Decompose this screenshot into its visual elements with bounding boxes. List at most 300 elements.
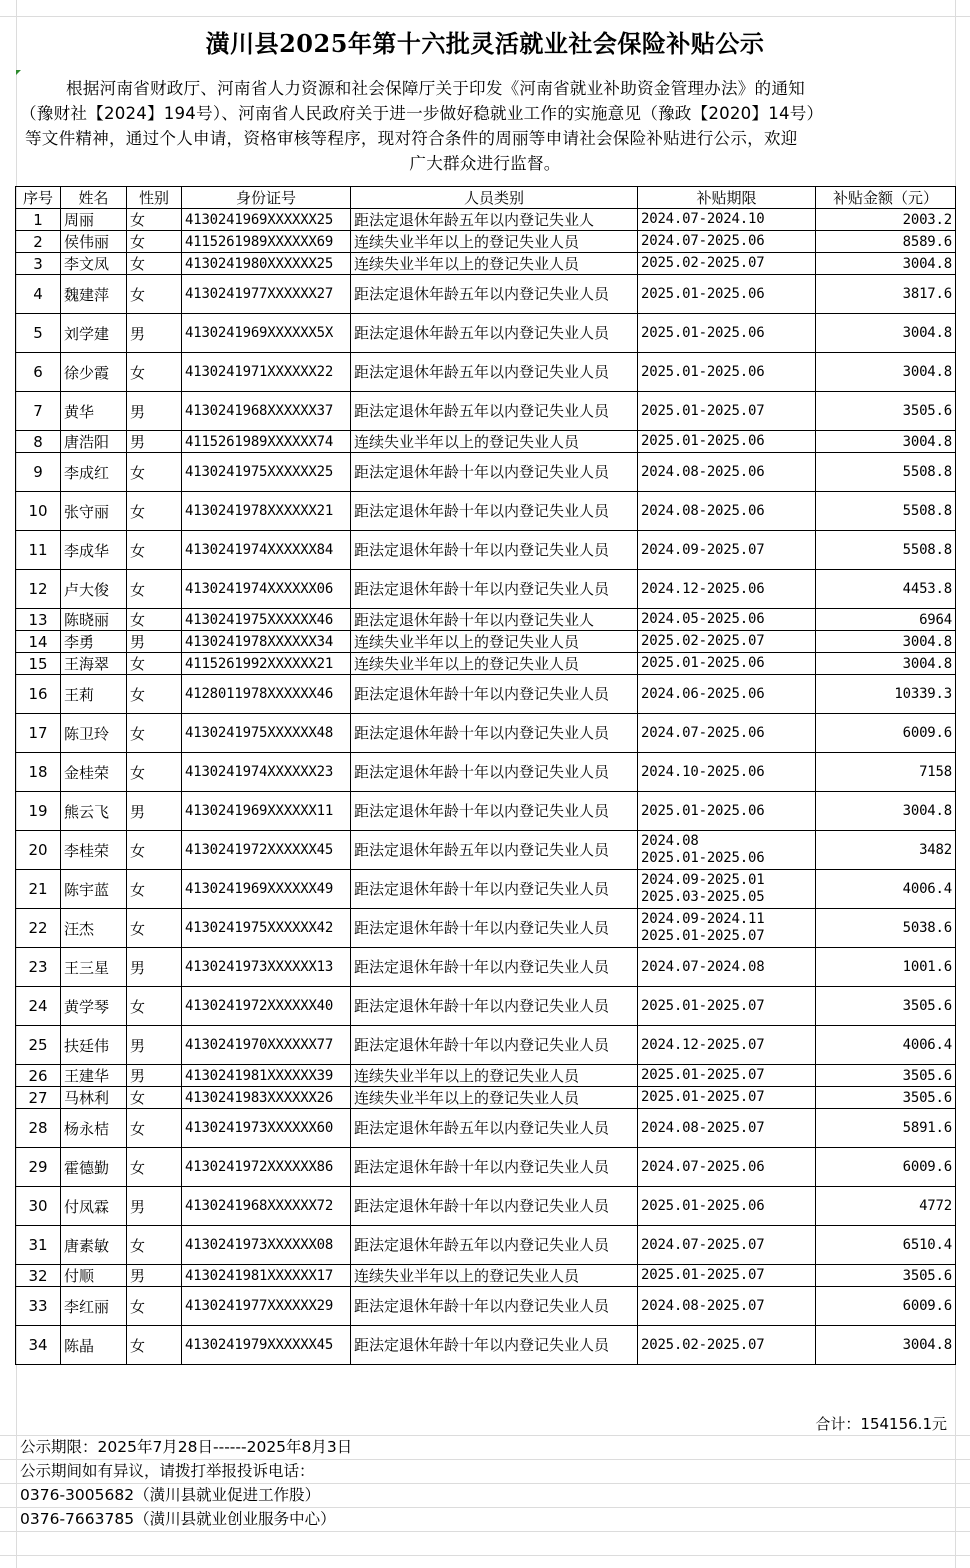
cell-name: 陈晓丽: [61, 609, 127, 631]
table-row: [16, 392, 956, 431]
cell-no: 13: [16, 609, 61, 631]
cell-id-number: 4130241972XXXXXX40: [182, 987, 351, 1026]
table-row: [16, 1326, 956, 1365]
cell-name: 霍德勤: [61, 1148, 127, 1187]
period-line: 2024.07-2024.10: [641, 211, 765, 227]
cell-id-number: 4130241968XXXXXX72: [182, 1187, 351, 1226]
cell-category: 距法定退休年龄十年以内登记失业人员: [351, 870, 638, 909]
cell-category: 距法定退休年龄十年以内登记失业人员: [351, 570, 638, 609]
cell-no: 10: [16, 492, 61, 531]
cell-category: 距法定退休年龄十年以内登记失业人员: [351, 531, 638, 570]
cell-amount: 3004.8: [816, 431, 956, 453]
period-line: 2024.06-2025.06: [641, 685, 765, 702]
cell-amount: 6009.6: [816, 1148, 956, 1187]
cell-amount: 6964: [816, 609, 956, 631]
cell-no: 5: [16, 314, 61, 353]
cell-name: 付凤霖: [61, 1187, 127, 1226]
cell-no: 16: [16, 675, 61, 714]
cell-sex: 男: [127, 1065, 182, 1087]
cell-category: 连续失业半年以上的登记失业人员: [351, 253, 638, 275]
cell-name: 王三星: [61, 948, 127, 987]
table-row: [16, 714, 956, 753]
table-row: [16, 1109, 956, 1148]
cell-name: 周丽: [61, 209, 127, 231]
cell-name: 扶廷伟: [61, 1026, 127, 1065]
cell-no: 27: [16, 1087, 61, 1109]
table-row: [16, 1226, 956, 1265]
cell-id-number: 4130241973XXXXXX08: [182, 1226, 351, 1265]
cell-category: 距法定退休年龄十年以内登记失业人: [351, 609, 638, 631]
cell-sex: 女: [127, 1109, 182, 1148]
cell-category: 距法定退休年龄十年以内登记失业人员: [351, 1326, 638, 1365]
cell-name: 徐少霞: [61, 353, 127, 392]
subsidy-table: [15, 186, 956, 1365]
cell-sex: 女: [127, 714, 182, 753]
period-line: 2025.01-2025.07: [641, 997, 765, 1014]
cell-period: [638, 1326, 816, 1365]
table-row: [16, 909, 956, 948]
cell-period: [638, 275, 816, 314]
cell-id-number: 4130241977XXXXXX27: [182, 275, 351, 314]
cell-sex: 男: [127, 314, 182, 353]
cell-category: 距法定退休年龄十年以内登记失业人员: [351, 675, 638, 714]
cell-name: 王莉: [61, 675, 127, 714]
cell-amount: 8589.6: [816, 231, 956, 253]
cell-no: 3: [16, 253, 61, 275]
table-row: [16, 1148, 956, 1187]
col-header-amount: 补贴金额（元）: [816, 187, 956, 209]
cell-period: [638, 1087, 816, 1109]
intro-line: 广大群众进行监督。: [409, 154, 561, 173]
cell-sex: 女: [127, 570, 182, 609]
cell-sex: 女: [127, 492, 182, 531]
cell-category: 距法定退休年龄五年以内登记失业人员: [351, 275, 638, 314]
cell-amount: 5508.8: [816, 531, 956, 570]
cell-name: 汪杰: [61, 909, 127, 948]
cell-name: 黄学琴: [61, 987, 127, 1026]
table-row: [16, 653, 956, 675]
cell-name: 黄华: [61, 392, 127, 431]
cell-amount: 3004.8: [816, 314, 956, 353]
table-row: [16, 631, 956, 653]
cell-amount: 3505.6: [816, 392, 956, 431]
cell-category: 距法定退休年龄五年以内登记失业人员: [351, 831, 638, 870]
period-line: 2024.07-2024.08: [641, 958, 765, 975]
cell-amount: 1001.6: [816, 948, 956, 987]
cell-period: [638, 870, 816, 909]
cell-no: 8: [16, 431, 61, 453]
period-line: 2024.12-2025.06: [641, 580, 765, 597]
table-row: [16, 792, 956, 831]
period-line: 2025.03-2025.05: [641, 889, 765, 905]
cell-name: 唐浩阳: [61, 431, 127, 453]
cell-sex: 男: [127, 1026, 182, 1065]
cell-id-number: 4130241979XXXXXX45: [182, 1326, 351, 1365]
table-row: [16, 1187, 956, 1226]
cell-id-number: 4115261992XXXXXX21: [182, 653, 351, 675]
period-line: 2025.01-2025.06: [641, 433, 765, 449]
cell-category: 连续失业半年以上的登记失业人员: [351, 431, 638, 453]
cell-amount: 4453.8: [816, 570, 956, 609]
cell-comment-marker: [16, 70, 21, 75]
cell-amount: 3505.6: [816, 1065, 956, 1087]
cell-amount: 3004.8: [816, 631, 956, 653]
cell-no: 22: [16, 909, 61, 948]
table-row: [16, 1265, 956, 1287]
table-row: [16, 870, 956, 909]
cell-category: 距法定退休年龄五年以内登记失业人员: [351, 314, 638, 353]
cell-name: 李桂荣: [61, 831, 127, 870]
cell-id-number: 4130241978XXXXXX21: [182, 492, 351, 531]
table-row: [16, 353, 956, 392]
cell-no: 4: [16, 275, 61, 314]
cell-no: 17: [16, 714, 61, 753]
cell-amount: 4006.4: [816, 1026, 956, 1065]
period-line: 2025.01-2025.07: [641, 402, 765, 419]
cell-no: 14: [16, 631, 61, 653]
cell-id-number: 4130241974XXXXXX06: [182, 570, 351, 609]
cell-id-number: 4128011978XXXXXX46: [182, 675, 351, 714]
cell-name: 马林利: [61, 1087, 127, 1109]
cell-amount: 4006.4: [816, 870, 956, 909]
period-line: 2025.02-2025.07: [641, 633, 765, 649]
period-line: 2024.07-2025.06: [641, 724, 765, 741]
period-line: 2024.10-2025.06: [641, 763, 765, 780]
cell-category: 连续失业半年以上的登记失业人员: [351, 1065, 638, 1087]
cell-amount: 4772: [816, 1187, 956, 1226]
cell-name: 陈宇蓝: [61, 870, 127, 909]
cell-id-number: 4130241977XXXXXX29: [182, 1287, 351, 1326]
cell-id-number: 4130241975XXXXXX48: [182, 714, 351, 753]
period-line: 2024.07-2025.06: [641, 1158, 765, 1175]
table-row: [16, 570, 956, 609]
table-row: [16, 231, 956, 253]
cell-sex: 女: [127, 253, 182, 275]
cell-sex: 女: [127, 209, 182, 231]
cell-id-number: 4130241972XXXXXX86: [182, 1148, 351, 1187]
period-line: 2024.09-2025.07: [641, 541, 765, 558]
cell-no: 2: [16, 231, 61, 253]
cell-name: 李文凤: [61, 253, 127, 275]
period-line: 2025.01-2025.07: [641, 1267, 765, 1283]
col-header-period: 补贴期限: [638, 187, 816, 209]
cell-no: 20: [16, 831, 61, 870]
cell-sex: 女: [127, 531, 182, 570]
cell-sex: 女: [127, 753, 182, 792]
cell-id-number: 4115261989XXXXXX74: [182, 431, 351, 453]
table-row: [16, 492, 956, 531]
period-line: 2025.01-2025.07: [641, 1089, 765, 1105]
period-line: 2025.01-2025.06: [641, 285, 765, 302]
period-line: 2025.01-2025.06: [641, 655, 765, 671]
cell-sex: 女: [127, 909, 182, 948]
cell-sex: 女: [127, 1326, 182, 1365]
table-row: [16, 531, 956, 570]
cell-period: [638, 1148, 816, 1187]
cell-sex: 女: [127, 1287, 182, 1326]
cell-period: [638, 453, 816, 492]
cell-amount: 3505.6: [816, 1087, 956, 1109]
period-line: 2024.09-2025.01: [641, 872, 765, 888]
cell-name: 李红丽: [61, 1287, 127, 1326]
cell-category: 距法定退休年龄十年以内登记失业人员: [351, 909, 638, 948]
cell-amount: 5038.6: [816, 909, 956, 948]
cell-period: [638, 314, 816, 353]
cell-amount: 5891.6: [816, 1109, 956, 1148]
cell-period: [638, 353, 816, 392]
period-line: 2025.01-2025.06: [641, 363, 765, 380]
cell-period: [638, 831, 816, 870]
cell-category: 连续失业半年以上的登记失业人员: [351, 231, 638, 253]
cell-period: [638, 392, 816, 431]
cell-no: 7: [16, 392, 61, 431]
cell-period: [638, 431, 816, 453]
cell-amount: 3004.8: [816, 353, 956, 392]
intro-line: （豫财社【2024】194号）、河南省人民政府关于进一步做好稳就业工作的实施意见（豫政【2020】14号）: [20, 104, 824, 123]
period-line: 2024.08-2025.07: [641, 1119, 765, 1136]
cell-id-number: 4130241978XXXXXX34: [182, 631, 351, 653]
table-row: [16, 453, 956, 492]
cell-id-number: 4130241975XXXXXX46: [182, 609, 351, 631]
cell-id-number: 4130241983XXXXXX26: [182, 1087, 351, 1109]
cell-period: [638, 492, 816, 531]
cell-no: 9: [16, 453, 61, 492]
cell-no: 26: [16, 1065, 61, 1087]
cell-name: 杨永桔: [61, 1109, 127, 1148]
cell-no: 19: [16, 792, 61, 831]
cell-category: 距法定退休年龄十年以内登记失业人员: [351, 1148, 638, 1187]
cell-id-number: 4130241981XXXXXX39: [182, 1065, 351, 1087]
cell-id-number: 4115261989XXXXXX69: [182, 231, 351, 253]
cell-category: 距法定退休年龄十年以内登记失业人员: [351, 714, 638, 753]
cell-amount: 5508.8: [816, 453, 956, 492]
cell-category: 距法定退休年龄五年以内登记失业人员: [351, 1109, 638, 1148]
cell-name: 刘学建: [61, 314, 127, 353]
cell-category: 距法定退休年龄十年以内登记失业人员: [351, 987, 638, 1026]
table-row: [16, 314, 956, 353]
cell-name: 侯伟丽: [61, 231, 127, 253]
cell-sex: 男: [127, 631, 182, 653]
cell-category: 距法定退休年龄五年以内登记失业人员: [351, 353, 638, 392]
col-header-sex: 性别: [127, 187, 182, 209]
gridline-horizontal: [0, 1555, 970, 1556]
cell-period: [638, 570, 816, 609]
cell-sex: 女: [127, 1087, 182, 1109]
cell-id-number: 4130241969XXXXXX11: [182, 792, 351, 831]
gridline-horizontal: [0, 16, 970, 17]
period-line: 2025.01-2025.06: [641, 850, 765, 866]
col-header-name: 姓名: [61, 187, 127, 209]
cell-period: [638, 909, 816, 948]
period-line: 2024.07-2025.06: [641, 233, 765, 249]
cell-category: 距法定退休年龄十年以内登记失业人员: [351, 948, 638, 987]
cell-name: 陈卫玲: [61, 714, 127, 753]
cell-id-number: 4130241974XXXXXX84: [182, 531, 351, 570]
period-line: 2025.01-2025.07: [641, 928, 765, 944]
table-row: [16, 675, 956, 714]
cell-sex: 女: [127, 231, 182, 253]
cell-no: 12: [16, 570, 61, 609]
table-row: [16, 1065, 956, 1087]
cell-no: 18: [16, 753, 61, 792]
cell-period: [638, 753, 816, 792]
cell-id-number: 4130241980XXXXXX25: [182, 253, 351, 275]
cell-period: [638, 1026, 816, 1065]
period-line: 2025.01-2025.06: [641, 324, 765, 341]
cell-name: 王海翠: [61, 653, 127, 675]
cell-sex: 女: [127, 987, 182, 1026]
cell-name: 魏建萍: [61, 275, 127, 314]
table-row: [16, 1287, 956, 1326]
cell-sex: 女: [127, 1226, 182, 1265]
cell-no: 25: [16, 1026, 61, 1065]
table-row: [16, 1087, 956, 1109]
cell-period: [638, 792, 816, 831]
cell-no: 29: [16, 1148, 61, 1187]
phone-contact-2: 0376-7663785（潢川县就业创业服务中心）: [20, 1510, 336, 1528]
cell-id-number: 4130241971XXXXXX22: [182, 353, 351, 392]
cell-sex: 女: [127, 675, 182, 714]
cell-no: 28: [16, 1109, 61, 1148]
cell-sex: 女: [127, 453, 182, 492]
table-row: [16, 987, 956, 1026]
phone-contact-1: 0376-3005682（潢川县就业促进工作股）: [20, 1486, 321, 1504]
cell-period: [638, 531, 816, 570]
cell-category: 距法定退休年龄五年以内登记失业人: [351, 209, 638, 231]
intro-line: 根据河南省财政厅、河南省人力资源和社会保障厅关于印发《河南省就业补助资金管理办法》的通知: [66, 79, 805, 98]
cell-sex: 女: [127, 1148, 182, 1187]
period-line: 2025.02-2025.07: [641, 255, 765, 271]
cell-sex: 男: [127, 392, 182, 431]
cell-id-number: 4130241972XXXXXX45: [182, 831, 351, 870]
cell-id-number: 4130241968XXXXXX37: [182, 392, 351, 431]
cell-name: 李勇: [61, 631, 127, 653]
cell-name: 卢大俊: [61, 570, 127, 609]
gridline-horizontal: [0, 1531, 970, 1532]
cell-no: 21: [16, 870, 61, 909]
cell-amount: 3505.6: [816, 1265, 956, 1287]
period-line: 2024.08-2025.06: [641, 463, 765, 480]
cell-no: 34: [16, 1326, 61, 1365]
cell-sex: 女: [127, 275, 182, 314]
cell-period: [638, 631, 816, 653]
cell-period: [638, 675, 816, 714]
cell-amount: 6009.6: [816, 714, 956, 753]
table-body: [16, 209, 956, 1365]
cell-no: 32: [16, 1265, 61, 1287]
cell-amount: 6009.6: [816, 1287, 956, 1326]
cell-sex: 女: [127, 353, 182, 392]
col-header-no: 序号: [16, 187, 61, 209]
cell-name: 张守丽: [61, 492, 127, 531]
cell-id-number: 4130241973XXXXXX13: [182, 948, 351, 987]
cell-amount: 3004.8: [816, 1326, 956, 1365]
cell-category: 距法定退休年龄十年以内登记失业人员: [351, 1026, 638, 1065]
cell-amount: 3004.8: [816, 253, 956, 275]
cell-category: 连续失业半年以上的登记失业人员: [351, 653, 638, 675]
period-line: 2025.01-2025.06: [641, 1197, 765, 1214]
cell-name: 付顺: [61, 1265, 127, 1287]
cell-amount: 7158: [816, 753, 956, 792]
cell-period: [638, 948, 816, 987]
cell-no: 6: [16, 353, 61, 392]
cell-id-number: 4130241974XXXXXX23: [182, 753, 351, 792]
col-header-category: 人员类别: [351, 187, 638, 209]
cell-name: 陈晶: [61, 1326, 127, 1365]
cell-amount: 2003.2: [816, 209, 956, 231]
table-row: [16, 1026, 956, 1065]
cell-category: 距法定退休年龄五年以内登记失业人员: [351, 392, 638, 431]
cell-sex: 女: [127, 609, 182, 631]
period-line: 2025.02-2025.07: [641, 1336, 765, 1353]
cell-no: 1: [16, 209, 61, 231]
cell-amount: 6510.4: [816, 1226, 956, 1265]
cell-name: 李成华: [61, 531, 127, 570]
intro-line: 等文件精神，通过个人申请，资格审核等程序，现对符合条件的周丽等申请社会保险补贴进行公示，欢迎: [25, 129, 798, 148]
cell-id-number: 4130241969XXXXXX49: [182, 870, 351, 909]
table-row: [16, 831, 956, 870]
notice-period: 公示期限：2025年7月28日------2025年8月3日: [20, 1438, 353, 1456]
cell-name: 金桂荣: [61, 753, 127, 792]
col-header-id: 身份证号: [182, 187, 351, 209]
cell-period: [638, 1265, 816, 1287]
cell-period: [638, 609, 816, 631]
cell-name: 唐素敏: [61, 1226, 127, 1265]
cell-name: 熊云飞: [61, 792, 127, 831]
cell-sex: 女: [127, 653, 182, 675]
table-row: [16, 609, 956, 631]
period-line: 2024.07-2025.07: [641, 1236, 765, 1253]
cell-period: [638, 1065, 816, 1087]
table-row: [16, 948, 956, 987]
cell-period: [638, 714, 816, 753]
cell-no: 31: [16, 1226, 61, 1265]
cell-period: [638, 231, 816, 253]
cell-category: 距法定退休年龄十年以内登记失业人员: [351, 792, 638, 831]
table-row: [16, 275, 956, 314]
cell-category: 距法定退休年龄五年以内登记失业人员: [351, 1226, 638, 1265]
cell-sex: 男: [127, 1187, 182, 1226]
period-line: 2024.09-2024.11: [641, 911, 765, 927]
cell-no: 23: [16, 948, 61, 987]
period-line: 2024.05-2025.06: [641, 611, 765, 627]
table-row: [16, 253, 956, 275]
cell-id-number: 4130241970XXXXXX77: [182, 1026, 351, 1065]
total-amount: 合计：154156.1元: [815, 1415, 947, 1433]
cell-category: 距法定退休年龄十年以内登记失业人员: [351, 453, 638, 492]
cell-period: [638, 653, 816, 675]
cell-amount: 3004.8: [816, 792, 956, 831]
cell-category: 连续失业半年以上的登记失业人员: [351, 631, 638, 653]
cell-id-number: 4130241981XXXXXX17: [182, 1265, 351, 1287]
cell-sex: 男: [127, 431, 182, 453]
period-line: 2024.12-2025.07: [641, 1036, 765, 1053]
table-row: [16, 753, 956, 792]
cell-id-number: 4130241969XXXXXX25: [182, 209, 351, 231]
intro-paragraph: [20, 76, 950, 176]
period-line: 2025.01-2025.07: [641, 1067, 765, 1083]
cell-amount: 3004.8: [816, 653, 956, 675]
objection-notice: 公示期间如有异议，请拨打举报投诉电话：: [20, 1462, 315, 1480]
period-line: 2025.01-2025.06: [641, 802, 765, 819]
table-row: [16, 209, 956, 231]
cell-amount: 5508.8: [816, 492, 956, 531]
period-line: 2024.08-2025.07: [641, 1297, 765, 1314]
cell-period: [638, 1109, 816, 1148]
cell-amount: 10339.3: [816, 675, 956, 714]
period-line: 2024.08: [641, 833, 699, 849]
cell-period: [638, 209, 816, 231]
